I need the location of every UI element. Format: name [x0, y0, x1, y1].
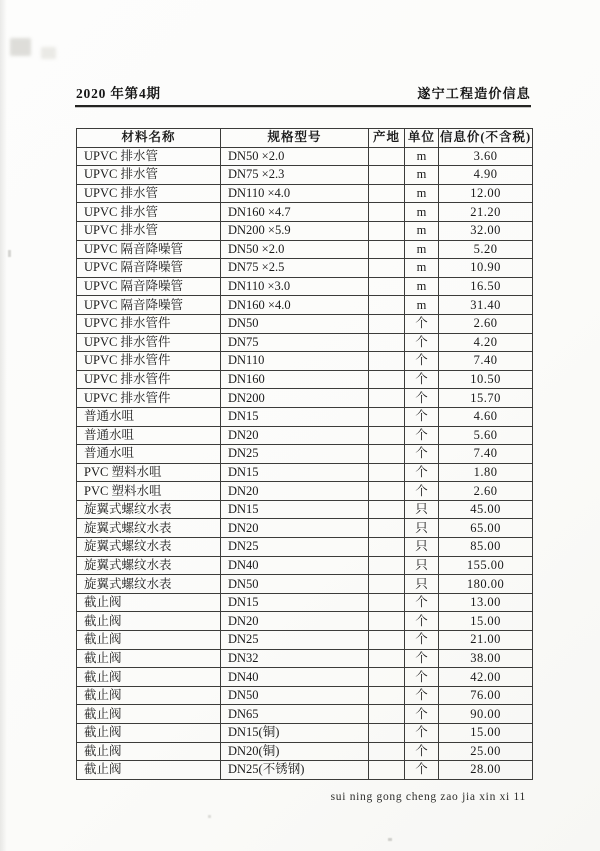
material-name-cell: 旋翼式螺纹水表: [77, 538, 221, 557]
spec-cell: DN160 ×4.0: [221, 296, 369, 315]
spec-cell: DN40: [221, 668, 369, 687]
material-name-cell: UPVC 排水管: [77, 184, 221, 203]
material-name-cell: 旋翼式螺纹水表: [77, 556, 221, 575]
spec-cell: DN25: [221, 631, 369, 650]
table-row: [77, 240, 533, 259]
price-cell: 76.00: [439, 686, 533, 705]
unit-cell: m: [405, 296, 439, 315]
material-name-cell: 普通水咀: [77, 445, 221, 464]
publication-title: 遂宁工程造价信息: [417, 86, 531, 101]
price-cell: 5.20: [439, 240, 533, 259]
scan-speck: [388, 838, 392, 841]
table-body: [77, 147, 533, 779]
unit-cell: 个: [405, 649, 439, 668]
table-row: [77, 370, 533, 389]
table-row: [77, 482, 533, 501]
spec-cell: DN15: [221, 500, 369, 519]
page-header: [76, 82, 531, 102]
unit-cell: m: [405, 259, 439, 278]
material-name-cell: 旋翼式螺纹水表: [77, 519, 221, 538]
material-name-cell: UPVC 隔音降噪管: [77, 277, 221, 296]
unit-cell: 个: [405, 631, 439, 650]
origin-cell: [369, 612, 405, 631]
unit-cell: 个: [405, 463, 439, 482]
price-cell: 25.00: [439, 742, 533, 761]
unit-cell: 只: [405, 519, 439, 538]
spec-cell: DN20: [221, 426, 369, 445]
price-cell: 32.00: [439, 221, 533, 240]
origin-cell: [369, 705, 405, 724]
material-name-cell: UPVC 排水管: [77, 147, 221, 166]
origin-cell: [369, 240, 405, 259]
table-row: [77, 389, 533, 408]
price-cell: 4.90: [439, 166, 533, 185]
material-name-cell: 截止阀: [77, 705, 221, 724]
unit-cell: 个: [405, 370, 439, 389]
origin-cell: [369, 761, 405, 780]
price-cell: 45.00: [439, 500, 533, 519]
origin-cell: [369, 519, 405, 538]
unit-cell: m: [405, 203, 439, 222]
origin-cell: [369, 668, 405, 687]
price-cell: 5.60: [439, 426, 533, 445]
table-row: [77, 705, 533, 724]
origin-cell: [369, 742, 405, 761]
table-row: [77, 184, 533, 203]
spec-cell: DN20: [221, 519, 369, 538]
spec-cell: DN160: [221, 370, 369, 389]
price-cell: 155.00: [439, 556, 533, 575]
price-cell: 7.40: [439, 352, 533, 371]
material-name-cell: 普通水咀: [77, 407, 221, 426]
unit-cell: 个: [405, 724, 439, 743]
table-row: [77, 221, 533, 240]
issue-label: 2020 年第4期: [76, 86, 161, 101]
material-name-cell: UPVC 隔音降噪管: [77, 296, 221, 315]
origin-cell: [369, 426, 405, 445]
spec-cell: DN25(不锈钢): [221, 761, 369, 780]
material-name-cell: 截止阀: [77, 631, 221, 650]
table-row: [77, 426, 533, 445]
unit-cell: 只: [405, 538, 439, 557]
spec-cell: DN110 ×3.0: [221, 277, 369, 296]
unit-cell: 个: [405, 407, 439, 426]
material-name-cell: PVC 塑料水咀: [77, 482, 221, 501]
table-row: [77, 463, 533, 482]
table-row: [77, 519, 533, 538]
material-name-cell: PVC 塑料水咀: [77, 463, 221, 482]
origin-cell: [369, 333, 405, 352]
spec-cell: DN15: [221, 407, 369, 426]
material-name-cell: UPVC 排水管: [77, 203, 221, 222]
table-row: [77, 203, 533, 222]
table-row: [77, 445, 533, 464]
material-name-cell: 截止阀: [77, 649, 221, 668]
spec-cell: DN75 ×2.3: [221, 166, 369, 185]
spec-cell: DN160 ×4.7: [221, 203, 369, 222]
unit-cell: 个: [405, 389, 439, 408]
table-row: [77, 686, 533, 705]
column-header: 规格型号: [221, 129, 369, 148]
material-name-cell: 截止阀: [77, 761, 221, 780]
table-row: [77, 575, 533, 594]
table-row: [77, 314, 533, 333]
origin-cell: [369, 370, 405, 389]
material-name-cell: 截止阀: [77, 668, 221, 687]
price-cell: 2.60: [439, 482, 533, 501]
price-cell: 21.20: [439, 203, 533, 222]
origin-cell: [369, 203, 405, 222]
scan-speck: [208, 815, 211, 818]
table-row: [77, 500, 533, 519]
table-row: [77, 761, 533, 780]
price-cell: 12.00: [439, 184, 533, 203]
price-cell: 15.00: [439, 612, 533, 631]
origin-cell: [369, 184, 405, 203]
price-cell: 38.00: [439, 649, 533, 668]
spec-cell: DN25: [221, 445, 369, 464]
table-row: [77, 296, 533, 315]
material-name-cell: UPVC 隔音降噪管: [77, 240, 221, 259]
scan-edge-shadow: [0, 0, 7, 851]
spec-cell: DN15: [221, 463, 369, 482]
price-cell: 31.40: [439, 296, 533, 315]
unit-cell: 只: [405, 575, 439, 594]
origin-cell: [369, 259, 405, 278]
price-table: [76, 128, 533, 780]
origin-cell: [369, 463, 405, 482]
origin-cell: [369, 686, 405, 705]
price-cell: 65.00: [439, 519, 533, 538]
spec-cell: DN32: [221, 649, 369, 668]
unit-cell: m: [405, 184, 439, 203]
price-cell: 4.60: [439, 407, 533, 426]
price-cell: 7.40: [439, 445, 533, 464]
unit-cell: 个: [405, 612, 439, 631]
table-row: [77, 166, 533, 185]
page-footer: sui ning gong cheng zao jia xin xi 11: [330, 791, 526, 803]
spec-cell: DN25: [221, 538, 369, 557]
table-row: [77, 724, 533, 743]
material-name-cell: UPVC 排水管件: [77, 352, 221, 371]
price-cell: 2.60: [439, 314, 533, 333]
unit-cell: 个: [405, 686, 439, 705]
spec-cell: DN15(铜): [221, 724, 369, 743]
material-name-cell: 截止阀: [77, 686, 221, 705]
origin-cell: [369, 500, 405, 519]
spec-cell: DN110 ×4.0: [221, 184, 369, 203]
unit-cell: 个: [405, 445, 439, 464]
origin-cell: [369, 482, 405, 501]
spec-cell: DN110: [221, 352, 369, 371]
unit-cell: 个: [405, 705, 439, 724]
origin-cell: [369, 724, 405, 743]
table-row: [77, 649, 533, 668]
table-row: [77, 612, 533, 631]
unit-cell: 个: [405, 761, 439, 780]
spec-cell: DN75: [221, 333, 369, 352]
spec-cell: DN40: [221, 556, 369, 575]
origin-cell: [369, 147, 405, 166]
material-name-cell: 旋翼式螺纹水表: [77, 500, 221, 519]
spec-cell: DN200: [221, 389, 369, 408]
spec-cell: DN20(铜): [221, 742, 369, 761]
origin-cell: [369, 296, 405, 315]
price-cell: 180.00: [439, 575, 533, 594]
origin-cell: [369, 649, 405, 668]
unit-cell: m: [405, 166, 439, 185]
material-name-cell: 截止阀: [77, 724, 221, 743]
spec-cell: DN50: [221, 575, 369, 594]
material-name-cell: UPVC 排水管: [77, 166, 221, 185]
scan-speck: [8, 250, 11, 257]
unit-cell: m: [405, 240, 439, 259]
table-row: [77, 333, 533, 352]
unit-cell: m: [405, 221, 439, 240]
material-name-cell: 截止阀: [77, 742, 221, 761]
price-cell: 10.90: [439, 259, 533, 278]
scan-smudge: [41, 47, 56, 59]
price-cell: 15.00: [439, 724, 533, 743]
spec-cell: DN50: [221, 314, 369, 333]
unit-cell: 个: [405, 593, 439, 612]
material-name-cell: UPVC 排水管: [77, 221, 221, 240]
unit-cell: 只: [405, 500, 439, 519]
header-rule: [75, 105, 531, 107]
origin-cell: [369, 277, 405, 296]
origin-cell: [369, 538, 405, 557]
origin-cell: [369, 352, 405, 371]
price-cell: 21.00: [439, 631, 533, 650]
unit-cell: 个: [405, 352, 439, 371]
price-cell: 13.00: [439, 593, 533, 612]
price-cell: 85.00: [439, 538, 533, 557]
spec-cell: DN15: [221, 593, 369, 612]
price-cell: 10.50: [439, 370, 533, 389]
unit-cell: m: [405, 277, 439, 296]
origin-cell: [369, 407, 405, 426]
price-cell: 1.80: [439, 463, 533, 482]
material-name-cell: 截止阀: [77, 612, 221, 631]
origin-cell: [369, 221, 405, 240]
table-row: [77, 538, 533, 557]
column-header: 产地: [369, 129, 405, 148]
table-row: [77, 668, 533, 687]
spec-cell: DN75 ×2.5: [221, 259, 369, 278]
table-row: [77, 593, 533, 612]
origin-cell: [369, 314, 405, 333]
unit-cell: 个: [405, 742, 439, 761]
material-name-cell: UPVC 隔音降噪管: [77, 259, 221, 278]
column-header: 材料名称: [77, 129, 221, 148]
unit-cell: 个: [405, 668, 439, 687]
table-header-row: [77, 129, 533, 148]
table-row: [77, 556, 533, 575]
unit-cell: 个: [405, 482, 439, 501]
origin-cell: [369, 556, 405, 575]
table-row: [77, 742, 533, 761]
spec-cell: DN50 ×2.0: [221, 240, 369, 259]
table-row: [77, 147, 533, 166]
material-name-cell: 普通水咀: [77, 426, 221, 445]
spec-cell: DN50 ×2.0: [221, 147, 369, 166]
unit-cell: m: [405, 147, 439, 166]
origin-cell: [369, 575, 405, 594]
table-row: [77, 407, 533, 426]
price-cell: 4.20: [439, 333, 533, 352]
price-cell: 90.00: [439, 705, 533, 724]
origin-cell: [369, 389, 405, 408]
price-cell: 42.00: [439, 668, 533, 687]
table-row: [77, 277, 533, 296]
origin-cell: [369, 166, 405, 185]
spec-cell: DN20: [221, 482, 369, 501]
material-name-cell: UPVC 排水管件: [77, 389, 221, 408]
unit-cell: 只: [405, 556, 439, 575]
price-cell: 15.70: [439, 389, 533, 408]
table-row: [77, 631, 533, 650]
column-header: 信息价(不含税): [439, 129, 533, 148]
column-header: 单位: [405, 129, 439, 148]
scan-smudge: [10, 38, 31, 56]
material-name-cell: UPVC 排水管件: [77, 333, 221, 352]
unit-cell: 个: [405, 426, 439, 445]
material-name-cell: UPVC 排水管件: [77, 314, 221, 333]
table-row: [77, 352, 533, 371]
spec-cell: DN50: [221, 686, 369, 705]
unit-cell: 个: [405, 333, 439, 352]
origin-cell: [369, 445, 405, 464]
spec-cell: DN20: [221, 612, 369, 631]
material-name-cell: UPVC 排水管件: [77, 370, 221, 389]
unit-cell: 个: [405, 314, 439, 333]
price-cell: 28.00: [439, 761, 533, 780]
price-cell: 16.50: [439, 277, 533, 296]
spec-cell: DN200 ×5.9: [221, 221, 369, 240]
material-name-cell: 旋翼式螺纹水表: [77, 575, 221, 594]
table-row: [77, 259, 533, 278]
material-name-cell: 截止阀: [77, 593, 221, 612]
price-cell: 3.60: [439, 147, 533, 166]
spec-cell: DN65: [221, 705, 369, 724]
origin-cell: [369, 593, 405, 612]
origin-cell: [369, 631, 405, 650]
